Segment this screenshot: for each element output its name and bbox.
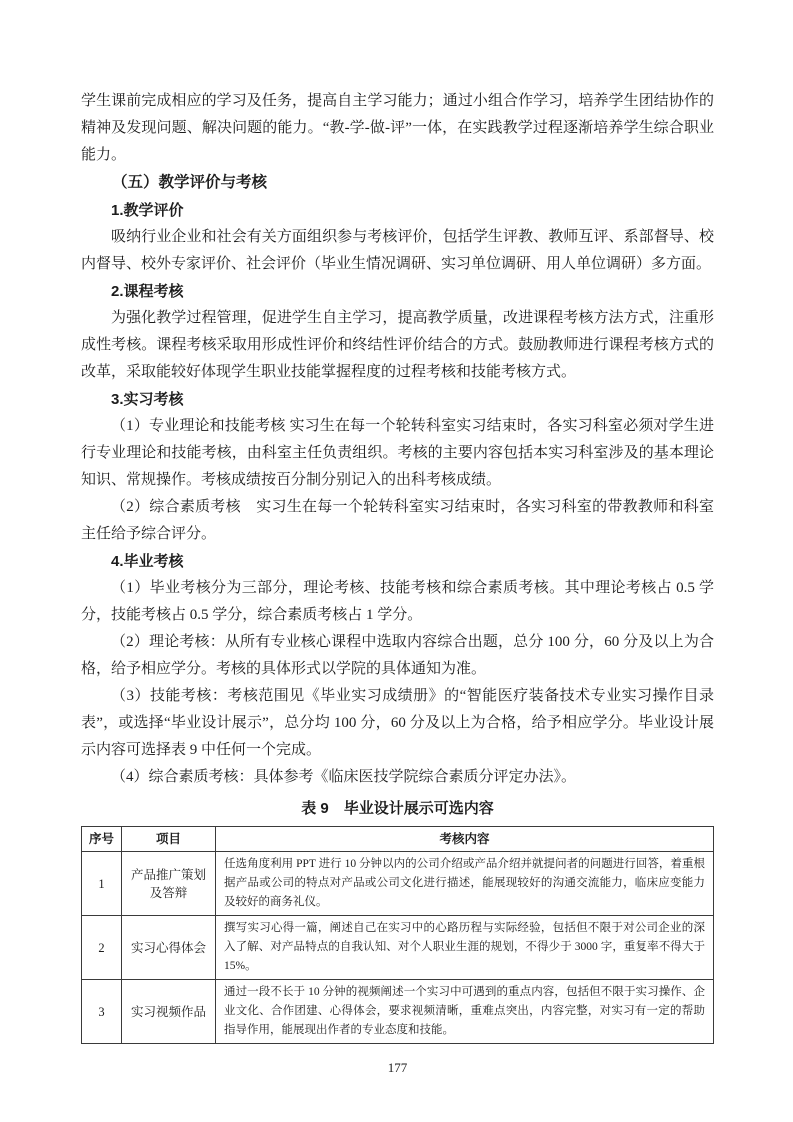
row3-item: 实习视频作品 <box>122 980 216 1044</box>
subheading-course-assessment: 2.课程考核 <box>111 283 184 300</box>
paragraph-intro: 学生课前完成相应的学习及任务，提高自主学习能力；通过小组合作学习，培养学生团结协作的精神及发现问题、解决问题的能力。“教-学-做-评”一体，在实践教学过程逐渐培养学生综合职业能力。 <box>81 93 714 163</box>
section-heading-evaluation: （五）教学评价与考核 <box>112 174 268 191</box>
paragraph-internship-assessment-1: （1）专业理论和技能考核 实习生在每一个轮转科室实习结束时，各实习科室必须对学生进行专业理论和技能考核，由科室主任负责组织。考核的主要内容包括本实习科室涉及的基本理论知识、常规操作。考核成绩按百分制分别记入的出科考核成绩。 <box>81 418 714 488</box>
table9-title: 表 9 毕业设计展示可选内容 <box>301 800 494 817</box>
paragraph-graduation-assessment-2: （2）理论考核：从所有专业核心课程中选取内容综合出题，总分 100 分，60 分及以上为合格，给予相应学分。考核的具体形式以学院的具体通知为准。 <box>81 634 714 677</box>
table-row <box>82 916 714 980</box>
subheading-teaching-evaluation: 1.教学评价 <box>111 202 184 219</box>
paragraph-graduation-assessment-3: （3）技能考核：考核范围见《毕业实习成绩册》的“智能医疗装备技术专业实习操作目录表”，或选择“毕业设计展示”，总分均 100 分，60 分及以上为合格，给予相应学分。毕业设计展示内容可选择表 9 中任何一个完成。 <box>81 688 714 758</box>
page-number: 177 <box>387 1060 408 1075</box>
paragraph-teaching-evaluation: 吸纳行业企业和社会有关方面组织参与考核评价，包括学生评教、教师互评、系部督导、校内督导、校外专家评价、社会评价（毕业生情况调研、实习单位调研、用人单位调研）多方面。 <box>81 229 714 272</box>
subheading-internship-assessment: 3.实习考核 <box>111 391 184 408</box>
column-header-content: 考核内容 <box>216 827 714 852</box>
table-header-row <box>82 827 714 852</box>
subheading-graduation-assessment: 4.毕业考核 <box>111 553 184 570</box>
paragraph-internship-assessment-2: （2）综合素质考核 实习生在每一个轮转科室实习结束时，各实习科室的带教教师和科室主任给予综合评分。 <box>81 499 714 542</box>
row2-content: 撰写实习心得一篇，阐述自己在实习中的心路历程与实际经验，包括但不限于对公司企业的深入了解、对产品特点的自我认知、对个人职业生涯的规划，不得少于 3000 字，重复率不得大于 15%。 <box>216 916 714 980</box>
paragraph-course-assessment: 为强化教学过程管理，促进学生自主学习，提高教学质量，改进课程考核方法方式，注重形成性考核。课程考核采取用形成性评价和终结性评价结合的方式。鼓励教师进行课程考核方式的改革，采取能较好体现学生职业技能掌握程度的过程考核和技能考核方式。 <box>81 310 714 380</box>
paragraph-graduation-assessment-4: （4）综合素质考核：具体参考《临床医技学院综合素质分评定办法》。 <box>111 769 577 785</box>
row1-number: 1 <box>82 852 122 916</box>
column-header-item: 项目 <box>122 827 216 852</box>
column-header-number: 序号 <box>82 827 122 852</box>
row1-item: 产品推广策划及答辩 <box>122 852 216 916</box>
row2-number: 2 <box>82 916 122 980</box>
table-row <box>82 852 714 916</box>
table-row <box>82 980 714 1044</box>
row3-content: 通过一段不长于 10 分钟的视频阐述一个实习中可遇到的重点内容，包括但不限于实习操作、企业文化、合作团建、心得体会，要求视频清晰，重难点突出，内容完整，对实习有一定的帮助指导作用，能展现出作者的专业态度和技能。 <box>216 980 714 1044</box>
row1-content: 任选角度利用 PPT 进行 10 分钟以内的公司介绍或产品介绍并就提问者的问题进行回答，着重根据产品或公司的特点对产品或公司文化进行描述，能展现较好的沟通交流能力，临床应变能力及较好的商务礼仪。 <box>216 852 714 916</box>
paragraph-graduation-assessment-1: （1）毕业考核分为三部分，理论考核、技能考核和综合素质考核。其中理论考核占 0.5 学分，技能考核占 0.5 学分，综合素质考核占 1 学分。 <box>81 580 714 623</box>
row2-item: 实习心得体会 <box>122 916 216 980</box>
row3-number: 3 <box>82 980 122 1044</box>
table9-graduation-design-options <box>81 826 714 1044</box>
